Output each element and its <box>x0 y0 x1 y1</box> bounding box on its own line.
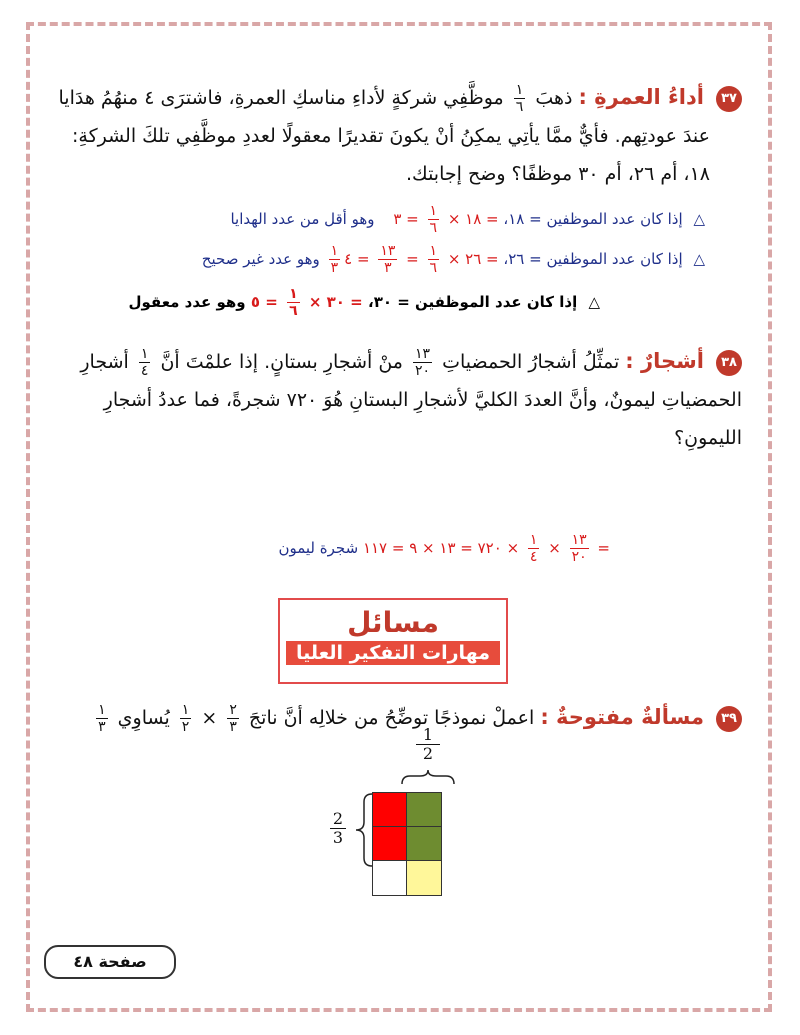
triangle-icon: △ <box>588 293 600 311</box>
q38-answer: = $\frac{١٣}{٢٠}$ × $\frac{١}{٤}$ × ٧٢٠ = ١٣ × ٩ = ١١٧ شجرة ليمون <box>278 532 610 565</box>
q39-frac-third: $\frac{١}{٣}$ <box>98 702 106 735</box>
q37-number-badge: ٣٧ <box>716 86 742 112</box>
section-title: مسائل <box>347 606 439 639</box>
triangle-icon: △ <box>693 250 705 268</box>
page-number-label: صفحة ٤٨ <box>44 945 176 979</box>
area-model <box>330 725 460 878</box>
q37-intro-b: موظَّفِي شركةٍ لأداءِ مناسكِ العمرةِ، فاشترَى ٤ منهُمُ هدَايا <box>58 87 504 109</box>
q38-fraction-main: $\frac{١٣}{٢٠}$ <box>415 346 431 379</box>
side-fraction-label: 2 3 <box>330 810 346 847</box>
q38-title: أشجارٌ : <box>625 349 704 373</box>
q37-answer-3: △ إذا كان عدد الموظفين = ٣٠، = ٣٠ × $\frac{١}{٦}$ = ٥ وهو عدد معقول <box>128 286 600 319</box>
model-cell-red-top <box>372 792 408 828</box>
q39-number-badge: ٣٩ <box>716 706 742 732</box>
model-cell-yellow-bottom <box>406 860 442 896</box>
section-subtitle: مهارات التفكير العليا <box>286 641 500 665</box>
q37-line2: عندَ عودتِهم. فأيٌّ ممَّا يأتِي يمكِنُ أنْ يكونَ تقديرًا معقولًا لعددِ موظَّفِي تلكَ الشركةِ: <box>71 125 710 147</box>
q37-intro-a: ذهبَ <box>535 87 573 109</box>
q37-line1 <box>52 78 742 117</box>
q38-number-badge: ٣٨ <box>716 350 742 376</box>
q37-answer-2: △ إذا كان عدد الموظفين = ٢٦، = ٢٦ × $\frac{١}{٦}$ = $\frac{١٣}{٣}$ = ٤ $\frac{١}{٣}$ وهو عدد غير صحيح <box>201 243 705 276</box>
section-header <box>278 598 508 684</box>
triangle-icon: △ <box>693 210 705 228</box>
q38-fraction-quarter: $\frac{١}{٤}$ <box>140 346 149 379</box>
model-cell-white-bottom <box>372 860 408 896</box>
q37-answer-1: △ إذا كان عدد الموظفين = ١٨، = ١٨ × $\frac{١}{٦}$ = ٣ وهو أقل من عدد الهدايا <box>230 203 705 236</box>
question-37 <box>52 78 742 193</box>
top-fraction-label: 1 2 <box>416 726 440 763</box>
q38-line3: الليمونِ؟ <box>674 427 742 449</box>
top-brace <box>330 768 460 788</box>
q38-line1: ٣٨ أشجارٌ : تمثِّلُ أشجارُ الحمضياتِ $\frac{١٣}{٢٠}$ منْ أشجارِ بستانٍ. إذا علمْتَ أنَّ $\frac{١}{٤}$ أشجارِ <box>52 342 742 381</box>
q37-fraction: $\frac{١}{٦}$ <box>515 82 524 115</box>
question-38 <box>52 342 742 457</box>
question-39: ٣٩ مسألةٌ مفتوحةٌ : اعملْ نموذجًا توضِّحُ من خلالِه أنَّ ناتجَ $\frac{٢}{٣}$ × $\frac{١}{٢}$ يُساوِي $\frac{١}{٣}$ <box>52 698 742 737</box>
q39-title: مسألةٌ مفتوحةٌ : <box>540 705 704 729</box>
model-cell-green-top <box>406 792 442 828</box>
model-cell-green-middle <box>406 826 442 862</box>
q38-line2: الحمضياتِ ليمونٌ، وأنَّ العددَ الكليَّ لأشجارِ البستانِ هُوَ ٧٢٠ شجرةً، فما عددُ أشجارِ <box>103 389 742 411</box>
model-cell-red-middle <box>372 826 408 862</box>
q37-line3: ١٨، أم ٢٦، أم ٣٠ موظفًا؟ وضح إجابتك. <box>406 163 710 185</box>
q39-frac-half: $\frac{١}{٢}$ <box>181 702 190 735</box>
q37-title: أداءُ العمرةِ : <box>578 85 704 109</box>
q39-frac-two-thirds: $\frac{٢}{٣}$ <box>229 702 237 735</box>
